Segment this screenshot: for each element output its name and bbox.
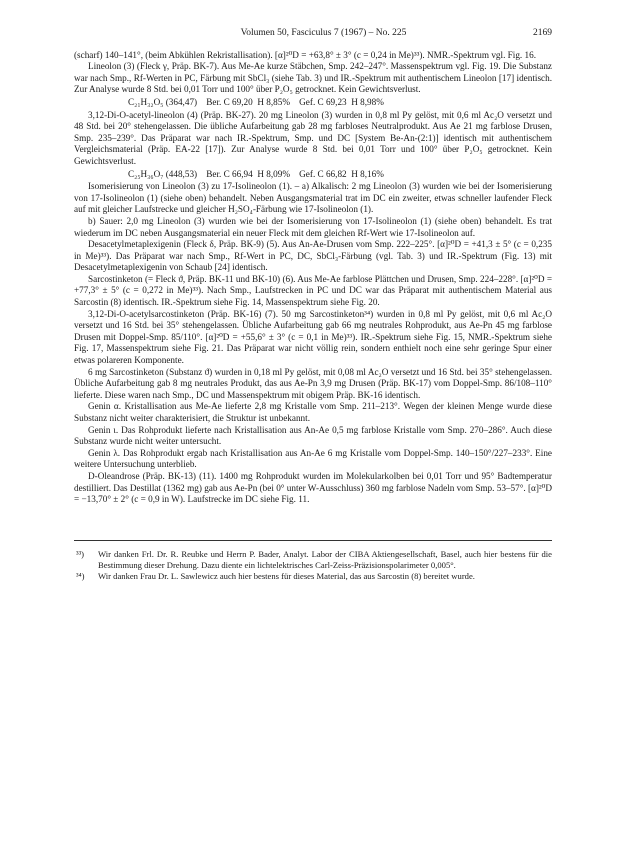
paragraph-genin-alpha: Genin α. Kristallisation aus Me-Ae lieferte 2,8 mg Kristalle vom Smp. 211–213°. Wegen der kleinen Menge wurde diese Substanz nicht weiter charakterisiert, die Struktur ist unbekannt. — [74, 401, 552, 423]
footnote-text: Wir danken Frau Dr. L. Sawlewicz auch hier bestens für dieses Material, das aus Sarcostin (8) bereitet wurde. — [98, 570, 475, 581]
paragraph-isomerisation-acid: b) Sauer: 2,0 mg Lineolon (3) wurden wie bei der Isomerisierung von 17-Isolineolon (1) (siehe oben) behandelt. Es trat wiederum im DC neben Ausgangsmaterial ein neuer Fleck mit dem gleichen Rf-Wert wie 17-Isolineolon auf. — [74, 215, 552, 238]
paper-page — [74, 28, 552, 582]
paragraph-desacetylmetaplexigenin: Desacetylmetaplexigenin (Fleck δ, Präp. BK-9) (5). Aus An-Ae-Drusen vom Smp. 222–225°. [α]²⁰D = +41,3 ± 5° (c = 0,235 in Me)³³). Das Präparat war nach Smp., Rf-Wert in PC, DC, SbCl₃-Färbung (vgl. Tab. 3) und IR.-Spektrum (Fig. 13) mit Desacetylmetaplexigenin von Schaub [24] identisch. — [74, 239, 552, 273]
paragraph-isomerisation: Isomerisierung von Lineolon (3) zu 17-Isolineolon (1). – a) Alkalisch: 2 mg Lineolon (3) wurden wie bei der Isomerisierung von 17-Isolineolon (1) (siehe oben) behandelt. Neben Ausgangsmaterial trat im DC ein zweiter, etwas schneller laufender Fleck auf mit gleicher Laufstrecke und gleicher H₂SO₄-Färbung wie 17-Isolineolon (1). — [74, 181, 552, 215]
running-header — [74, 28, 552, 40]
footnote — [74, 549, 552, 571]
paragraph: (scharf) 140–141°, (beim Abkühlen Rekristallisation). [α]²⁰D = +63,8° ± 3° (c = 0,24 in Me)³³). NMR.-Spektrum vgl. Fig. 16. — [74, 49, 537, 60]
paragraph-genin-iota: Genin ι. Das Rohprodukt lieferte nach Kristallisation aus An-Ae 0,5 mg farblose Kristalle vom Smp. 270–286°. Auch diese Substanz wurde nicht weiter untersucht. — [74, 424, 552, 447]
footnote-text: Wir danken Frl. Dr. R. Reubke und Herrn P. Bader, Analyt. Labor der CIBA Aktiengesellschaft, Basel, auch hier bestens für die Bestimmung dieser Drehung. Dazu diente ein lichtelektrisches Carl-Zeiss-Präzisionspolarimeter 0,005°. — [98, 548, 552, 570]
paragraph-sarcostinketon-acetylation: 6 mg Sarcostinketon (Substanz ϑ) wurden in 0,18 ml Py gelöst, mit 0,08 ml Ac₂O versetzt und 16 Std. bei 35° stehengelassen. Übliche Aufarbeitung gab 8 mg neutrales Produkt, das aus Ae-Pn 3,9 mg Drusen (Präp. BK-17) vom Doppel-Smp. 86/108–110° lieferte. Diese waren nach Smp., DC und Massenspektrum mit obigem Präp. BK-16 identisch. — [74, 366, 552, 400]
paragraph-diacetylsarcostinketon: 3,12-Di-O-acetylsarcostinketon (Präp. BK-16) (7). 50 mg Sarcostinketon³⁴) wurden in 0,8 ml Py gelöst, mit 0,6 ml Ac₂O versetzt und 16 Std. bei 35° stehengelassen. Übliche Aufarbeitung gab 66 mg neutrales Rohprodukt, aus Ae-Pn 45 mg farblose Drusen mit Doppel-Smp. 85/110°. [α]²⁰D = +55,6° ± 3° (c = 0,1 in Me)³³). IR.-Spektrum siehe Fig. 15, NMR.-Spektrum siehe Fig. 17, Massenspektrum siehe Fig. 21. Das Präparat war nicht völlig rein, sondern enthielt noch eine sehr geringe Spur einer etwas polareren Komponente. — [74, 308, 552, 366]
footnote-divider — [74, 540, 552, 541]
paragraph-sarcostinketon: Sarcostinketon (= Fleck ϑ, Präp. BK-11 und BK-10) (6). Aus Me-Ae farblose Plättchen und Drusen, Smp. 224–228°. [α]²⁰D = +77,3° ± 5° (c = 0,272 in Me)³³). Nach Smp., Laufstrecken in PC und DC war das Präparat mit authentischem Material aus Sarcostin (8) identisch. IR.-Spektrum siehe Fig. 14, Massenspektrum siehe Fig. 20. — [74, 273, 552, 308]
journal-info: Volumen 50, Fasciculus 7 (1967) – No. 225 — [240, 28, 407, 38]
paragraph-oleandrose: D-Oleandrose (Präp. BK-13) (11). 1400 mg Rohprodukt wurden im Molekularkolben bei 0,01 Torr und 95° Badtemperatur destilliert. Das Destillat (1362 mg) gab aus Ae-Pn (bei 0° unter W-Ausschluss) 360 mg farblose Nadeln vom Smp. 53–57°. [α]²⁰D = −13,70° ± 2° (c = 0,9 in W). Laufstrecke im DC siehe Fig. 11. — [74, 470, 552, 505]
paragraph-genin-lambda: Genin λ. Das Rohprodukt ergab nach Kristallisation aus An-Ae 6 mg Kristalle vom Doppel-Smp. 140–150°/227–233°. Eine weitere Untersuchung unterblieb. — [74, 447, 552, 470]
analysis-formula: C₂₅H₃₆O₇ (448,53) Ber. C 66,94 H 8,09% Gef. C 66,82 H 8,16% — [128, 168, 384, 179]
footnote-number: ³⁴) — [76, 570, 85, 581]
footnote — [74, 571, 552, 582]
page-number: 2169 — [533, 28, 552, 38]
analysis-formula: C₂₁H₃₂O₅ (364,47) Ber. C 69,20 H 8,85% Gef. C 69,23 H 8,98% — [128, 96, 384, 107]
paragraph-lineolon: Lineolon (3) (Fleck γ, Präp. BK-7). Aus Me-Ae kurze Stäbchen, Smp. 242–247°. Massenspektrum vgl. Fig. 19. Die Substanz war nach Smp., Rf-Werten in PC, Färbung mit SbCl₃ (siehe Tab. 3) und IR.-Spektrum mit authentischem Lineolon [17] identisch. Zur Analyse wurde 8 Std. bei 0,01 Torr und 100° über P₂O₅ getrocknet. Kein Gewichtsverlust. — [74, 61, 552, 95]
footnote-number: ³³) — [76, 548, 85, 559]
paragraph-diacetyl-lineolon: 3,12-Di-O-acetyl-lineolon (4) (Präp. BK-27). 20 mg Lineolon (3) wurden in 0,8 ml Py gelöst, mit 0,6 ml Ac₂O versetzt und 48 Std. bei 20° stehengelassen. Die übliche Aufarbeitung gab 28 mg farbloses Neutralprodukt. Aus Ae 21 mg farblose Drusen, Smp. 235–239°. Das Präparat war nach IR.-Spektrum, Smp. und DC [System Be-An-(2:1)] identisch mit authentischem Vergleichsmaterial (Präp. EA-22 [17]). Zur Analyse wurde 8 Std. bei 0,01 Torr und 100° über P₂O₅ getrocknet. Kein Gewichtsverlust. — [74, 109, 552, 166]
